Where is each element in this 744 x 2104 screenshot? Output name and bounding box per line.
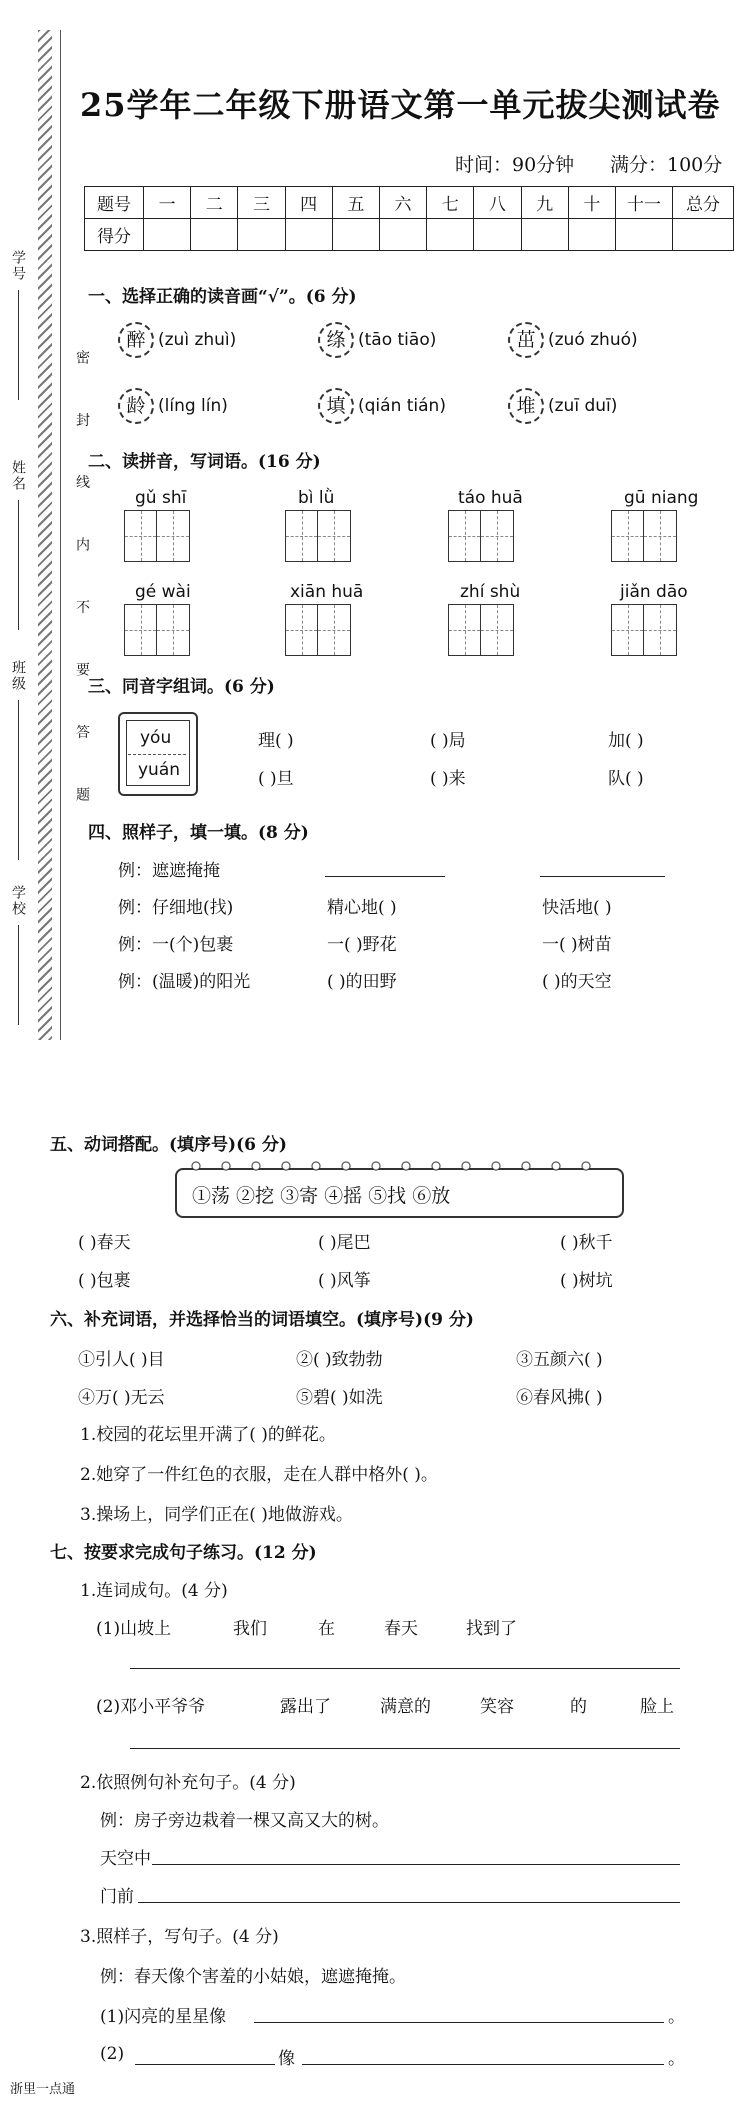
sentence-prefix: (2) bbox=[100, 2044, 125, 2064]
writing-grid[interactable] bbox=[448, 510, 514, 562]
score-header-row bbox=[85, 187, 734, 219]
writing-grid[interactable] bbox=[448, 604, 514, 656]
score-header-cell: 十 bbox=[568, 187, 615, 219]
answer-line[interactable] bbox=[135, 2064, 275, 2065]
banji-label: 班级 bbox=[10, 660, 26, 692]
score-header-cell: 七 bbox=[427, 187, 474, 219]
score-table bbox=[84, 186, 734, 251]
word-chip: 我们 bbox=[233, 1619, 267, 1639]
word-chip: 找到了 bbox=[466, 1619, 517, 1639]
pinyin-prompt: jiǎn dāo bbox=[620, 582, 688, 602]
score-cell[interactable] bbox=[285, 219, 332, 251]
example-text: 例：一(个)包裹 bbox=[118, 935, 234, 955]
score-header-cell: 八 bbox=[474, 187, 521, 219]
idiom-blank[interactable]: ④万( )无云 bbox=[78, 1388, 165, 1408]
pinyin-choice[interactable]: (tāo tiāo) bbox=[358, 330, 437, 350]
subquestion-title: 1.连词成句。(4 分) bbox=[80, 1581, 228, 1601]
section-2-heading: 二、读拼音，写词语。(16 分) bbox=[88, 452, 321, 472]
word-chip: 脸上 bbox=[640, 1697, 674, 1717]
xuexiao-blank[interactable] bbox=[18, 925, 19, 1025]
word-chip: 满意的 bbox=[380, 1697, 431, 1717]
xuehao-blank[interactable] bbox=[18, 290, 19, 400]
word-chip: 在 bbox=[318, 1619, 335, 1639]
homophone-blank[interactable]: 理( ) bbox=[258, 731, 294, 751]
sentence-middle: 像 bbox=[278, 2049, 295, 2069]
char-badge: 填 bbox=[318, 388, 354, 424]
fill-sentence[interactable]: 1.校园的花坛里开满了( )的鲜花。 bbox=[80, 1425, 336, 1445]
fill-sentence[interactable]: 3.操场上，同学们正在( )地做游戏。 bbox=[80, 1505, 353, 1525]
verb-options: ①荡 ②挖 ③寄 ④摇 ⑤找 ⑥放 bbox=[192, 1185, 451, 1207]
sentence-prefix: 门前 bbox=[100, 1887, 134, 1907]
answer-line[interactable] bbox=[540, 876, 665, 877]
word-chip: 露出了 bbox=[280, 1697, 331, 1717]
score-cell[interactable] bbox=[238, 219, 285, 251]
notebook-rings bbox=[190, 1160, 610, 1172]
binding-hatch bbox=[38, 30, 52, 1040]
homophone-divider bbox=[128, 754, 186, 755]
example-text: 例：(温暖)的阳光 bbox=[118, 972, 251, 992]
pinyin-prompt: xiān huā bbox=[290, 582, 364, 602]
fill-blank[interactable]: 精心地( ) bbox=[327, 898, 397, 918]
pinyin-prompt: bì lǜ bbox=[298, 488, 335, 508]
exam-time: 时间：90分钟 bbox=[455, 154, 575, 176]
char-badge: 茁 bbox=[508, 322, 544, 358]
answer-line[interactable] bbox=[325, 876, 445, 877]
pinyin-choice[interactable]: (zuī duī) bbox=[548, 396, 618, 416]
section-3-heading: 三、同音字组词。(6 分) bbox=[88, 677, 275, 697]
homophone-blank[interactable]: ( )来 bbox=[430, 769, 466, 789]
idiom-blank[interactable]: ⑥春风拂( ) bbox=[516, 1388, 603, 1408]
char-badge: 醉 bbox=[118, 322, 154, 358]
example-text: 例：遮遮掩掩 bbox=[118, 861, 220, 881]
writing-grid[interactable] bbox=[611, 604, 677, 656]
pinyin-choice[interactable]: (qián tián) bbox=[358, 396, 446, 416]
score-header-cell: 四 bbox=[285, 187, 332, 219]
score-cell[interactable] bbox=[191, 219, 238, 251]
pinyin-prompt: táo huā bbox=[458, 488, 523, 508]
char-badge: 龄 bbox=[118, 388, 154, 424]
homophone-yuan: yuán bbox=[138, 760, 181, 780]
writing-grid[interactable] bbox=[124, 604, 190, 656]
match-blank[interactable]: ( )尾巴 bbox=[318, 1233, 371, 1253]
xingming-label: 姓名 bbox=[10, 460, 26, 492]
answer-line[interactable] bbox=[130, 1668, 680, 1669]
fill-blank[interactable]: ( )的天空 bbox=[542, 972, 612, 992]
writing-grid[interactable] bbox=[285, 510, 351, 562]
word-chip: (2)邓小平爷爷 bbox=[96, 1697, 206, 1717]
fill-blank[interactable]: 一( )野花 bbox=[327, 935, 397, 955]
score-cell[interactable] bbox=[427, 219, 474, 251]
score-header-cell: 三 bbox=[238, 187, 285, 219]
sentence-prefix: (1)闪亮的星星像 bbox=[100, 2007, 227, 2027]
pinyin-prompt: gū niang bbox=[624, 488, 699, 508]
sentence-prefix: 天空中 bbox=[100, 1849, 151, 1869]
writing-grid[interactable] bbox=[285, 604, 351, 656]
sentence-end: 。 bbox=[668, 2049, 685, 2069]
example-text: 例：仔细地(找) bbox=[118, 898, 234, 918]
banji-blank[interactable] bbox=[18, 700, 19, 860]
section-1-heading: 一、选择正确的读音画“√”。(6 分) bbox=[88, 287, 357, 307]
pinyin-choice[interactable]: (zuì zhuì) bbox=[158, 330, 237, 350]
fill-blank[interactable]: ( )的田野 bbox=[327, 972, 397, 992]
section-6-heading: 六、补充词语，并选择恰当的词语填空。(填序号)(9 分) bbox=[50, 1310, 474, 1330]
score-cell[interactable] bbox=[616, 219, 673, 251]
score-header-cell: 二 bbox=[191, 187, 238, 219]
pinyin-prompt: gǔ shī bbox=[135, 488, 187, 508]
example-sentence: 例：房子旁边栽着一棵又高又大的树。 bbox=[100, 1811, 389, 1831]
pinyin-choice[interactable]: (zuó zhuó) bbox=[548, 330, 638, 350]
page-title: 25学年二年级下册语文第一单元拔尖测试卷 bbox=[80, 86, 721, 124]
pinyin-prompt: zhí shù bbox=[460, 582, 521, 602]
score-row bbox=[85, 219, 734, 251]
word-chip: (1)山坡上 bbox=[96, 1619, 172, 1639]
char-badge: 绦 bbox=[318, 322, 354, 358]
homophone-blank[interactable]: ( )旦 bbox=[258, 769, 294, 789]
score-header-cell: 六 bbox=[379, 187, 426, 219]
homophone-blank[interactable]: 队( ) bbox=[608, 769, 644, 789]
score-cell[interactable] bbox=[144, 219, 191, 251]
answer-line[interactable] bbox=[254, 2022, 664, 2023]
score-header-cell: 十一 bbox=[616, 187, 673, 219]
section-5-heading: 五、动词搭配。(填序号)(6 分) bbox=[50, 1135, 287, 1155]
score-header-cell: 总分 bbox=[673, 187, 734, 219]
answer-line[interactable] bbox=[130, 1748, 680, 1749]
match-blank[interactable]: ( )树坑 bbox=[560, 1271, 613, 1291]
idiom-blank[interactable]: ①引人( )目 bbox=[78, 1350, 165, 1370]
score-header-cell: 一 bbox=[144, 187, 191, 219]
idiom-blank[interactable]: ③五颜六( ) bbox=[516, 1350, 603, 1370]
word-chip: 春天 bbox=[384, 1619, 418, 1639]
score-cell[interactable] bbox=[568, 219, 615, 251]
answer-line[interactable] bbox=[138, 1902, 680, 1903]
writing-grid[interactable] bbox=[611, 510, 677, 562]
word-chip: 笑容 bbox=[480, 1697, 514, 1717]
homophone-blank[interactable]: ( )局 bbox=[430, 731, 466, 751]
match-blank[interactable]: ( )包裹 bbox=[78, 1271, 131, 1291]
idiom-blank[interactable]: ②( )致勃勃 bbox=[296, 1350, 383, 1370]
sentence-end: 。 bbox=[668, 2007, 685, 2027]
xuexiao-label: 学校 bbox=[10, 885, 26, 917]
char-badge: 堆 bbox=[508, 388, 544, 424]
seal-text: 密 封 线 内 不 要 答 题 bbox=[74, 350, 90, 824]
subquestion-title: 2.依照例句补充句子。(4 分) bbox=[80, 1773, 296, 1793]
section-7-heading: 七、按要求完成句子练习。(12 分) bbox=[50, 1543, 317, 1563]
xingming-blank[interactable] bbox=[18, 500, 19, 630]
score-cell[interactable] bbox=[673, 219, 734, 251]
word-chip: 的 bbox=[570, 1697, 587, 1717]
score-header-cell: 九 bbox=[521, 187, 568, 219]
fill-blank[interactable]: 快活地( ) bbox=[542, 898, 612, 918]
match-blank[interactable]: ( )春天 bbox=[78, 1233, 131, 1253]
section-4-heading: 四、照样子，填一填。(8 分) bbox=[88, 823, 309, 843]
score-header-cell: 五 bbox=[332, 187, 379, 219]
example-sentence: 例：春天像个害羞的小姑娘，遮遮掩掩。 bbox=[100, 1967, 406, 1987]
binding-line bbox=[60, 30, 61, 1040]
score-row-label: 得分 bbox=[85, 219, 144, 251]
pinyin-prompt: gé wài bbox=[135, 582, 191, 602]
homophone-blank[interactable]: 加( ) bbox=[608, 731, 644, 751]
homophone-you: yóu bbox=[140, 728, 172, 748]
score-cell[interactable] bbox=[521, 219, 568, 251]
match-blank[interactable]: ( )风筝 bbox=[318, 1271, 371, 1291]
score-cell[interactable] bbox=[379, 219, 426, 251]
answer-line[interactable] bbox=[302, 2064, 664, 2065]
score-header-cell: 题号 bbox=[85, 187, 144, 219]
answer-line[interactable] bbox=[152, 1864, 680, 1865]
score-cell[interactable] bbox=[332, 219, 379, 251]
pinyin-choice[interactable]: (líng lín) bbox=[158, 396, 228, 416]
fill-sentence[interactable]: 2.她穿了一件红色的衣服，走在人群中格外( )。 bbox=[80, 1465, 438, 1485]
footer-brand: 浙里一点通 bbox=[10, 2082, 76, 2097]
xuehao-label: 学号 bbox=[10, 250, 26, 282]
match-blank[interactable]: ( )秋千 bbox=[560, 1233, 613, 1253]
writing-grid[interactable] bbox=[124, 510, 190, 562]
full-score: 满分：100分 bbox=[610, 154, 723, 176]
subquestion-title: 3.照样子，写句子。(4 分) bbox=[80, 1927, 279, 1947]
fill-blank[interactable]: 一( )树苗 bbox=[542, 935, 612, 955]
score-cell[interactable] bbox=[474, 219, 521, 251]
idiom-blank[interactable]: ⑤碧( )如洗 bbox=[296, 1388, 383, 1408]
